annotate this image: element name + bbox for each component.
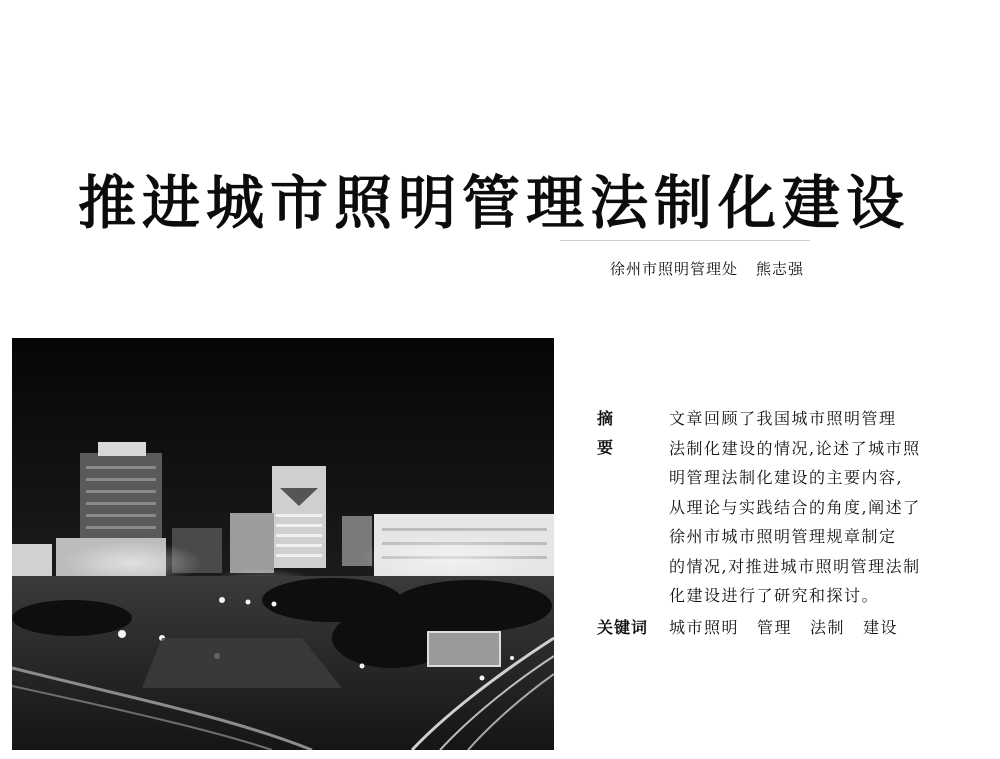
keyword-item: 城市照明	[669, 617, 740, 637]
keywords-row	[597, 613, 937, 642]
abstract-line: 的情况,对推进城市照明管理法制	[669, 556, 921, 576]
abstract-text	[669, 404, 937, 611]
keywords-list	[669, 613, 898, 642]
article-title: 推进城市照明管理法制化建设	[78, 169, 911, 237]
keyword-item: 法制	[810, 617, 846, 637]
abstract-label: 摘 要	[597, 409, 628, 457]
author-affiliation: 徐州市照明管理处	[609, 260, 738, 278]
byline	[610, 258, 804, 280]
abstract-line: 化建设进行了研究和探讨。	[669, 586, 880, 605]
abstract-line: 法制化建设的情况,论述了城市照	[669, 438, 921, 458]
city-night-illustration	[12, 338, 554, 750]
title-divider	[560, 240, 810, 241]
keyword-item: 建设	[863, 617, 899, 637]
author-name: 熊志强	[755, 260, 804, 278]
keywords-label: 关键词	[597, 617, 649, 637]
abstract-line: 文章回顾了我国城市照明管理	[669, 409, 897, 428]
abstract-row	[597, 404, 937, 611]
keyword-item: 管理	[757, 617, 793, 637]
abstract-line: 徐州市城市照明管理规章制定	[669, 527, 897, 546]
abstract-line: 从理论与实践结合的角度,阐述了	[669, 497, 921, 517]
abstract-block	[597, 404, 937, 642]
abstract-line: 明管理法制化建设的主要内容,	[669, 468, 904, 487]
night-city-photo	[12, 338, 554, 750]
